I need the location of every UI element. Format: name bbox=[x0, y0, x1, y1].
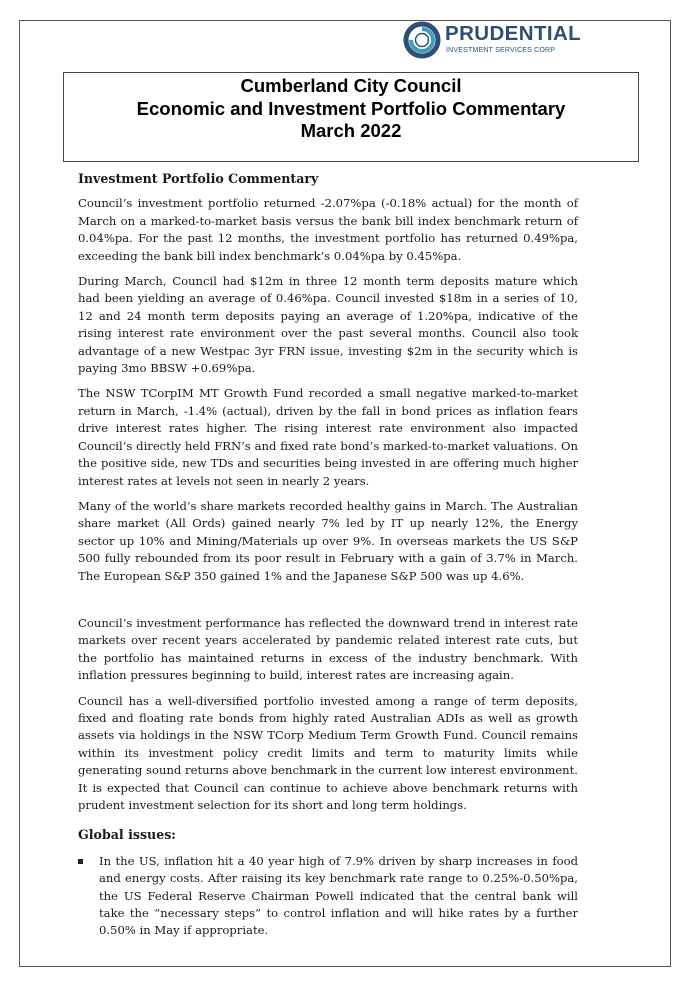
logo-name: PRUDENTIAL bbox=[445, 22, 582, 45]
paragraph-2: During March, Council had $12m in three 12 month term deposits mature which had been yielding an average of 0.46%pa. Council invested $18m in a series of 10, 12 and 24 month term deposits paying an average of 1.20%pa, indicative of the rising interest rate environment over the past several months. Council also took advantage of a new Westpac 3yr FRN issue, investing $2m in the security which is paying 3mo BBSW +0.69%pa. bbox=[78, 274, 578, 376]
report-title: Economic and Investment Portfolio Commentary bbox=[136, 97, 566, 119]
content bbox=[78, 150, 578, 940]
logo-subtitle: INVESTMENT SERVICES CORP bbox=[446, 47, 556, 54]
title-box bbox=[63, 72, 639, 162]
global-heading: Global issues: bbox=[78, 827, 176, 843]
paragraph-4: Many of the world’s share markets recorded healthy gains in March. The Australian share market (All Ords) gained nearly 7% led by IT up nearly 12%, the Energy sector up 10% and Mining/Materials up over 9%. In overseas markets the US S&P 500 fully rebounded from its poor result in February with a gain of 3.7% in March. The European S&P 350 gained 1% and the Japanese S&P 500 was up 4.6%. bbox=[78, 498, 578, 583]
bullet-square-icon bbox=[78, 859, 83, 864]
portfolio-heading: Investment Portfolio Commentary bbox=[78, 171, 319, 186]
report-date: March 2022 bbox=[300, 120, 402, 141]
paragraph-1: Council’s investment portfolio returned -2.07%pa (-0.18% actual) for the month of March on a marked-to-market basis versus the bank bill index benchmark return of 0.04%pa. For the past 12 months, the investment portfolio has returned 0.49%pa, exceeding the bank bill index benchmark’s 0.04%pa by 0.45%pa. bbox=[78, 196, 578, 263]
global-list bbox=[78, 853, 578, 940]
prudential-ring-icon bbox=[403, 21, 441, 59]
global-bullet-text: In the US, inflation hit a 40 year high of 7.9% driven by sharp increases in food and energy costs. After raising its key benchmark rate range to 0.25%-0.50%pa, the US Federal Reserve Chairman Powell indicated that the central bank will take the “necessary steps” to control inflation and will hike rates by a further 0.50% in May if appropriate. bbox=[99, 853, 578, 938]
paragraph-6: Council has a well-diversified portfolio invested among a range of term deposits, fixed and floating rate bonds from highly rated Australian ADIs as well as growth assets via holdings in the NSW TCorp Medium Term Growth Fund. Council remains within its investment policy credit limits and term to maturity limits while generating sound returns above benchmark in the current low interest environment. It is expected that Council can continue to achieve above benchmark returns with prudent investment selection for its short and long term holdings. bbox=[78, 693, 578, 812]
paragraph-3: The NSW TCorpIM MT Growth Fund recorded a small negative marked-to-market return in March, -1.4% (actual), driven by the fall in bond prices as inflation fears drive interest rates higher. The rising interest rate environment also impacted Council’s directly held FRN’s and fixed rate bond’s marked-to-market valuations. On the positive side, new TDs and securities being invested in are offering much higher interest rates at levels not seen in nearly 2 years. bbox=[78, 386, 578, 488]
prudential-logo bbox=[403, 21, 603, 71]
paragraph-5: Council’s investment performance has reflected the downward trend in interest rate markets over recent years accelerated by pandemic related interest rate cuts, but the portfolio has maintained returns in excess of the industry benchmark. With inflation pressures beginning to build, interest rates are increasing again. bbox=[78, 615, 578, 683]
council-title: Cumberland City Council bbox=[240, 75, 462, 96]
list-item bbox=[78, 853, 578, 940]
